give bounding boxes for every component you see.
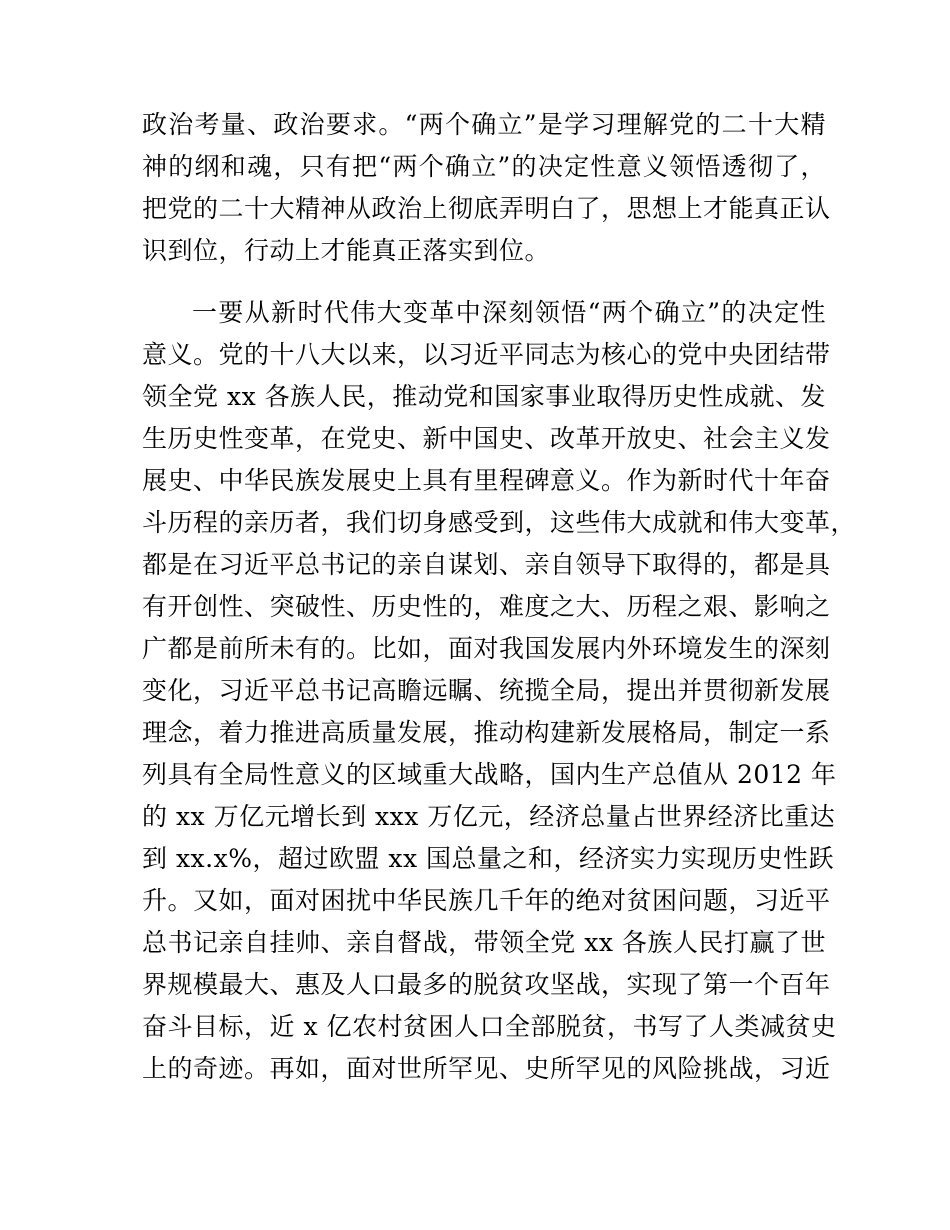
text-line: 生历史性变革，在党史、新中国史、改革开放史、社会主义发 <box>142 424 831 453</box>
text-line: 政治考量、政治要求。“两个确立”是学习理解党的二十大精 <box>142 110 826 139</box>
text-line: 的 xx 万亿元增长到 xxx 万亿元，经济总量占世界经济比重达 <box>142 802 836 831</box>
text-line: 斗历程的亲历者，我们切身感受到，这些伟大成就和伟大变革， <box>142 508 857 537</box>
paragraph-1 <box>142 104 831 272</box>
text-line: 领全党 xx 各族人民，推动党和国家事业取得历史性成就、发 <box>142 382 826 411</box>
text-line: 一要从新时代伟大变革中深刻领悟“两个确立”的决定性 <box>192 298 826 327</box>
text-line: 到 xx.x%，超过欧盟 xx 国总量之和，经济实力实现历史性跃 <box>142 844 835 873</box>
text-line: 上的奇迹。再如，面对世所罕见、史所罕见的风险挑战，习近 <box>142 1054 831 1083</box>
text-line: 有开创性、突破性、历史性的，难度之大、历程之艰、影响之 <box>142 592 831 621</box>
text-line: 神的纲和魂，只有把“两个确立”的决定性意义领悟透彻了， <box>142 152 826 181</box>
text-line: 识到位，行动上才能真正落实到位。 <box>142 236 551 265</box>
text-line: 理念，着力推进高质量发展，推动构建新发展格局，制定一系 <box>142 718 831 747</box>
text-line: 把党的二十大精神从政治上彻底弄明白了，思想上才能真正认 <box>142 194 831 223</box>
text-line: 展史、中华民族发展史上具有里程碑意义。作为新时代十年奋 <box>142 466 831 495</box>
text-line: 都是在习近平总书记的亲自谋划、亲自领导下取得的，都是具 <box>142 550 831 579</box>
text-line: 界规模最大、惠及人口最多的脱贫攻坚战，实现了第一个百年 <box>142 970 831 999</box>
text-line: 升。又如，面对困扰中华民族几千年的绝对贫困问题，习近平 <box>142 886 831 915</box>
paragraph-2 <box>142 292 857 1090</box>
text-line: 总书记亲自挂帅、亲自督战，带领全党 xx 各族人民打赢了世 <box>142 928 826 957</box>
text-line: 意义。党的十八大以来，以习近平同志为核心的党中央团结带 <box>142 340 831 369</box>
text-line: 列具有全局性意义的区域重大战略，国内生产总值从 2012 年 <box>142 760 837 789</box>
text-line: 广都是前所未有的。比如，面对我国发展内外环境发生的深刻 <box>142 634 831 663</box>
text-line: 变化，习近平总书记高瞻远瞩、统揽全局，提出并贯彻新发展 <box>142 676 831 705</box>
text-line: 奋斗目标，近 x 亿农村贫困人口全部脱贫，书写了人类减贫史 <box>142 1012 837 1041</box>
